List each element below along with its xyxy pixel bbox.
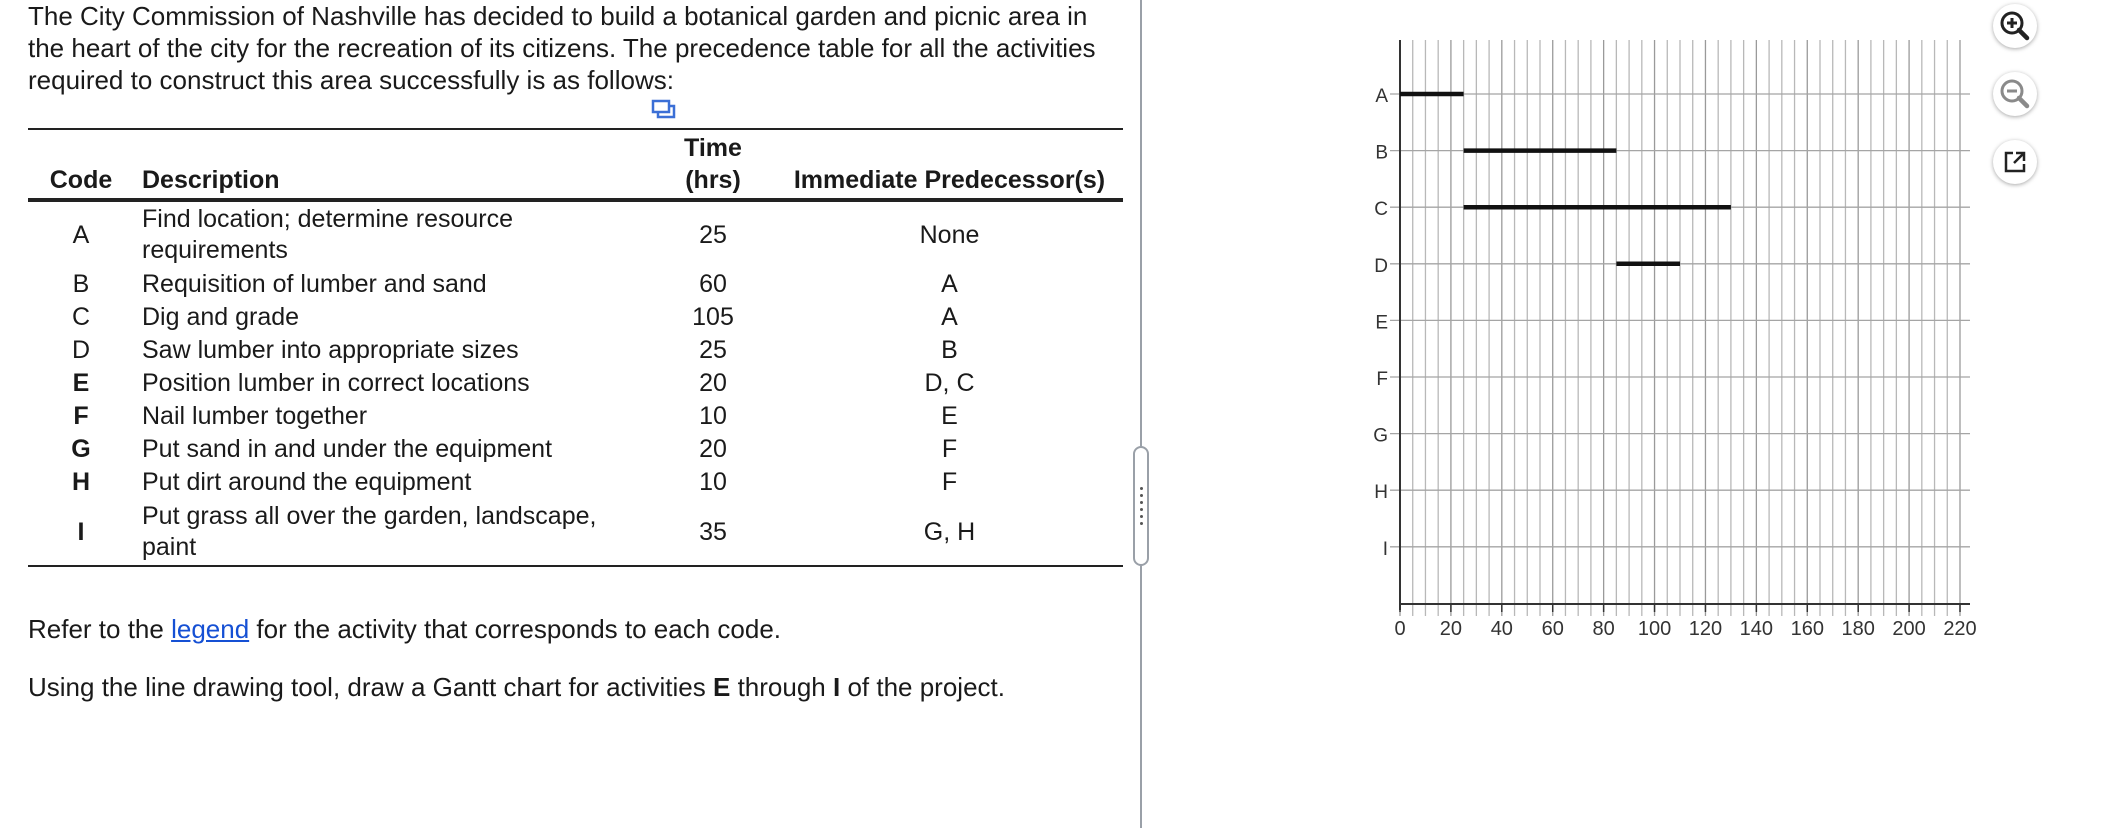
activity-description: Saw lumber into appropriate sizes — [142, 336, 519, 364]
legend-link[interactable]: legend — [171, 614, 250, 644]
x-tick-label: 80 — [1592, 618, 1615, 640]
activity-description: Requisition of lumber and sand — [142, 270, 487, 298]
x-tick-label: 100 — [1637, 618, 1672, 640]
activity-label: C — [1374, 199, 1388, 221]
activity-time: 35 — [699, 517, 727, 546]
activity-code: B — [72, 270, 90, 298]
problem-intro: The City Commission of Nashville has decided to build a botanical garden and picnic area in the heart of the city for the recreation of its citizens. The precedence table for all the activities required to construct this area successfully is as follows: — [28, 1, 1096, 95]
activity-description: Put grass all over the garden, landscape, paint — [142, 502, 597, 561]
activity-predecessors: B — [941, 336, 958, 364]
activity-time: 105 — [692, 303, 734, 331]
instruction-last-activity: I — [832, 672, 841, 702]
instruction-middle: through — [730, 672, 833, 702]
activity-time: 25 — [699, 220, 727, 249]
activity-description: Put dirt around the equipment — [142, 468, 472, 496]
legend-suffix: for the activity that corresponds to each code. — [249, 614, 782, 644]
instruction-prefix: Using the line drawing tool, draw a Gantt chart for activities — [28, 672, 713, 702]
activity-code: H — [71, 468, 91, 496]
activity-predecessors: F — [941, 435, 958, 463]
header-time-line2: (hrs) — [685, 166, 741, 194]
instruction-suffix: of the project. — [840, 672, 1005, 702]
activity-label: D — [1374, 255, 1388, 277]
activity-code: F — [73, 402, 89, 430]
pop-out-icon — [1993, 140, 2037, 184]
activity-description: Position lumber in correct locations — [142, 369, 530, 397]
activity-description: Put sand in and under the equipment — [142, 435, 553, 463]
activity-predecessors: E — [941, 402, 958, 430]
x-tick-label: 60 — [1541, 618, 1564, 640]
activity-time: 25 — [699, 336, 727, 364]
activity-label: E — [1375, 312, 1388, 334]
x-tick-label: 20 — [1439, 618, 1463, 640]
activity-code: E — [72, 369, 90, 397]
activity-time: 10 — [699, 402, 727, 430]
x-tick-label: 200 — [1892, 618, 1926, 640]
activity-label: F — [1376, 369, 1388, 390]
activity-code: A — [72, 220, 90, 249]
header-time-line1: Time — [684, 134, 742, 162]
activity-label: H — [1374, 482, 1388, 504]
activity-predecessors: F — [941, 468, 958, 496]
x-tick-label: 180 — [1841, 618, 1875, 640]
x-tick-label: 160 — [1790, 618, 1824, 640]
x-tick-label: 40 — [1490, 618, 1513, 640]
zoom-out-button[interactable] — [1993, 72, 2037, 116]
activity-predecessors: A — [941, 270, 958, 298]
activity-time: 20 — [699, 369, 727, 397]
activity-code: C — [71, 303, 91, 331]
activity-time: 20 — [699, 435, 727, 463]
activity-description: Find location; determine resource requirements — [142, 205, 514, 264]
activity-time: 60 — [699, 270, 727, 298]
zoom-out-icon — [1993, 72, 2037, 116]
activity-label: B — [1375, 142, 1388, 164]
activity-code: D — [71, 336, 91, 364]
x-tick-label: 120 — [1688, 618, 1723, 640]
activity-description: Nail lumber together — [142, 402, 368, 430]
activity-predecessors: None — [919, 220, 980, 249]
x-tick-label: 220 — [1943, 618, 1977, 640]
pop-out-button[interactable] — [1993, 140, 2037, 184]
activity-label: G — [1373, 425, 1388, 447]
activity-predecessors: D, C — [924, 369, 975, 397]
instruction-first-activity: E — [713, 672, 731, 702]
activity-time: 10 — [699, 468, 727, 496]
x-tick-label: 140 — [1739, 618, 1774, 640]
header-code: Code — [49, 166, 113, 194]
activity-code: G — [71, 435, 91, 463]
activity-label: I — [1382, 538, 1388, 560]
activity-code: I — [77, 517, 85, 546]
activity-predecessors: G, H — [923, 517, 976, 546]
x-tick-label: 0 — [1394, 618, 1406, 640]
activity-description: Dig and grade — [142, 303, 300, 331]
activity-predecessors: A — [941, 303, 958, 331]
header-description: Description — [142, 166, 280, 194]
activity-label: A — [1375, 86, 1388, 107]
legend-prefix: Refer to the — [28, 614, 172, 644]
header-predecessors: Immediate Predecessor(s) — [793, 166, 1106, 194]
zoom-in-button[interactable] — [1993, 4, 2037, 48]
zoom-in-icon — [1993, 4, 2037, 48]
